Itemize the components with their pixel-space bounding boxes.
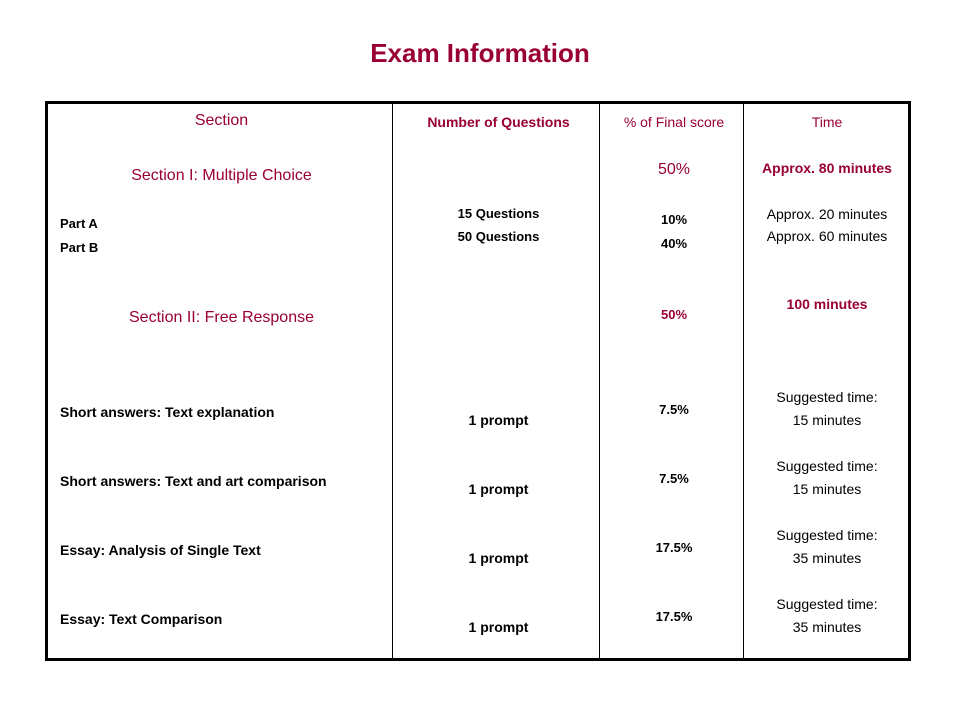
column-divider bbox=[599, 104, 600, 658]
part-b-label: Part B bbox=[60, 240, 99, 255]
section2-time: 100 minutes bbox=[786, 296, 868, 312]
header-number-of-questions: Number of Questions bbox=[427, 114, 570, 130]
part-a-label: Part A bbox=[60, 216, 98, 231]
item-time-line1: Suggested time: bbox=[776, 389, 878, 405]
exam-info-table bbox=[45, 101, 911, 661]
section2-percent: 50% bbox=[660, 307, 688, 322]
item-percent: 17.5% bbox=[655, 540, 693, 555]
part-a-time: Approx. 20 minutes bbox=[766, 206, 888, 222]
item-percent: 17.5% bbox=[655, 609, 693, 624]
section1-title: Section I: Multiple Choice bbox=[131, 167, 312, 184]
item-percent: 7.5% bbox=[659, 402, 689, 417]
part-b-time: Approx. 60 minutes bbox=[766, 228, 888, 244]
item-time-line2: 35 minutes bbox=[792, 550, 862, 566]
item-questions: 1 prompt bbox=[468, 481, 529, 497]
item-time-line2: 15 minutes bbox=[792, 481, 862, 497]
header-section: Section bbox=[194, 112, 249, 129]
section1-percent: 50% bbox=[657, 161, 691, 178]
part-a-percent: 10% bbox=[660, 212, 688, 227]
item-label: Essay: Analysis of Single Text bbox=[60, 542, 261, 558]
column-divider bbox=[392, 104, 393, 658]
item-time-line1: Suggested time: bbox=[776, 458, 878, 474]
item-questions: 1 prompt bbox=[468, 619, 529, 635]
item-time-line2: 35 minutes bbox=[792, 619, 862, 635]
item-time-line2: 15 minutes bbox=[792, 412, 862, 428]
header-time: Time bbox=[811, 114, 843, 130]
column-divider bbox=[743, 104, 744, 658]
item-time-line1: Suggested time: bbox=[776, 527, 878, 543]
item-label: Short answers: Text and art comparison bbox=[60, 473, 327, 489]
header-percent-final-score: % of Final score bbox=[623, 114, 725, 130]
section1-time: Approx. 80 minutes bbox=[762, 160, 892, 176]
item-percent: 7.5% bbox=[659, 471, 689, 486]
part-a-questions: 15 Questions bbox=[457, 206, 540, 221]
item-time-line1: Suggested time: bbox=[776, 596, 878, 612]
item-questions: 1 prompt bbox=[468, 550, 529, 566]
page-title: Exam Information bbox=[370, 38, 590, 68]
section2-title: Section II: Free Response bbox=[129, 309, 314, 326]
item-questions: 1 prompt bbox=[468, 412, 529, 428]
part-b-questions: 50 Questions bbox=[457, 229, 540, 244]
part-b-percent: 40% bbox=[660, 236, 688, 251]
item-label: Essay: Text Comparison bbox=[60, 611, 223, 627]
item-label: Short answers: Text explanation bbox=[60, 404, 275, 420]
